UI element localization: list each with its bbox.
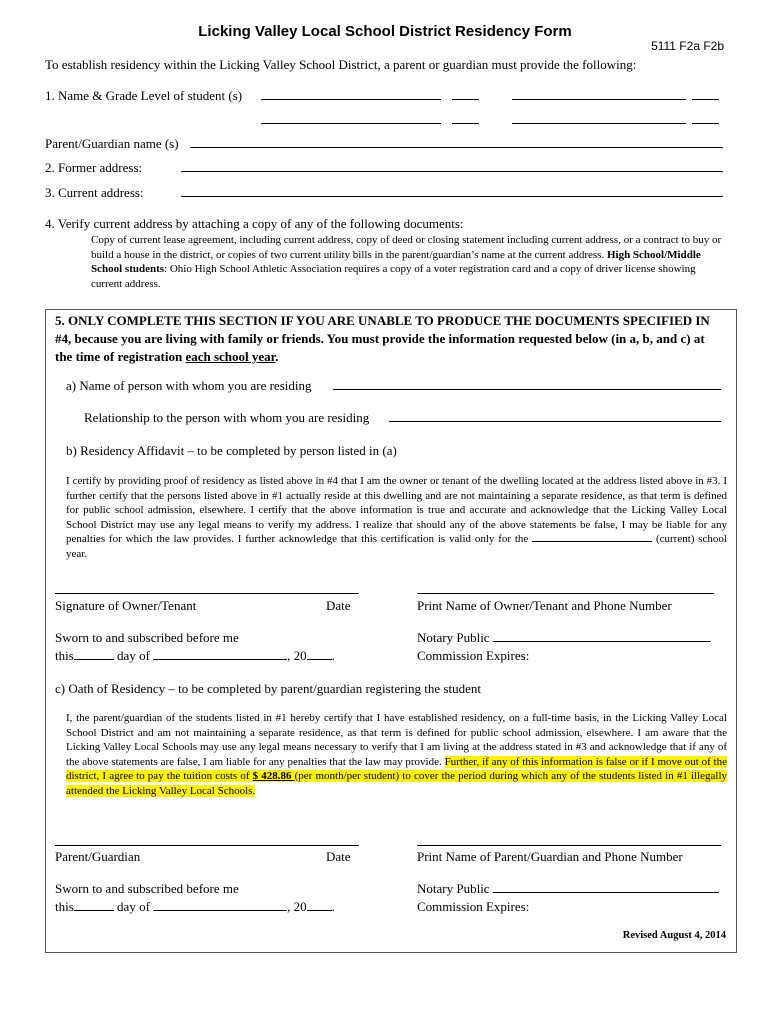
sworn-date-line-2: this day of , 20 . [55, 899, 335, 914]
grade-field-4[interactable] [692, 112, 719, 124]
intro-text: To establish residency within the Licking Valley School District, a parent or guardian must provide the following: [45, 57, 637, 72]
owner-signature-label: Signature of Owner/Tenant [55, 598, 197, 613]
parent-signature-line[interactable] [55, 845, 359, 846]
year-field-2[interactable] [307, 899, 332, 911]
student-name-field-3[interactable] [261, 112, 441, 124]
current-address-label: 3. Current address: [45, 185, 144, 200]
current-address-field[interactable] [181, 185, 723, 197]
school-year-field[interactable] [532, 532, 652, 542]
student-name-field-1[interactable] [261, 88, 441, 100]
owner-date-label: Date [326, 598, 351, 613]
month-field-1[interactable] [153, 648, 287, 660]
student-name-field-4[interactable] [512, 112, 686, 124]
parent-name-field[interactable] [190, 136, 723, 148]
notary-label-2: Notary Public [417, 881, 719, 897]
parent-print-line[interactable] [417, 845, 721, 846]
grade-field-1[interactable] [452, 88, 479, 100]
verify-address-label: 4. Verify current address by attaching a copy of any of the following documents: [45, 216, 464, 231]
year-field-1[interactable] [307, 648, 332, 660]
former-address-field[interactable] [181, 160, 723, 172]
section5-heading: 5. ONLY COMPLETE THIS SECTION IF YOU ARE UNABLE TO PRODUCE THE DOCUMENTS SPECIFIED IN #4, because you are living with family or friends. You must provide the information requested below (in a, b, and c) at the time of registration each school year. [55, 313, 710, 364]
day-field-2[interactable] [74, 899, 114, 911]
month-field-2[interactable] [153, 899, 287, 911]
verify-documents-text: Copy of current lease agreement, including current address, copy of deed or closing statement including current address, or a contract to buy or build a house in the district, or copies of two current utility bills in the parent/guardian’s name at the current address. High School/Middle School students: Ohio High School Athletic Association requires a copy of a voter registration card and a copy of driver license showing current address. [91, 234, 722, 290]
notary-field-2[interactable] [493, 881, 719, 893]
commission-label-1: Commission Expires: [417, 648, 530, 663]
parent-date-label: Date [326, 849, 351, 864]
tuition-highlight: Further, if any of this information is false or if I move out of the district, I agree to pay the tuition costs of $ 428.86 (per month/per student) to cover the period during which any of the students listed in #1 illegally attended the Licking Valley Local Schools. [66, 755, 728, 797]
notary-label-1: Notary Public [417, 630, 711, 646]
relationship-label: Relationship to the person with whom you are residing [84, 410, 370, 425]
student-name-field-2[interactable] [512, 88, 686, 100]
day-field-1[interactable] [74, 648, 114, 660]
residing-person-label: a) Name of person with whom you are residing [66, 378, 312, 393]
notary-field-1[interactable] [493, 630, 711, 642]
parent-print-label: Print Name of Parent/Guardian and Phone Number [417, 849, 683, 864]
sworn-label-1: Sworn to and subscribed before me [55, 630, 239, 645]
form-title: Licking Valley Local School District Residency Form [198, 23, 572, 40]
former-address-label: 2. Former address: [45, 160, 143, 175]
sworn-label-2: Sworn to and subscribed before me [55, 881, 239, 896]
student-name-label: 1. Name & Grade Level of student (s) [45, 88, 243, 103]
grade-field-2[interactable] [692, 88, 719, 100]
grade-field-3[interactable] [452, 112, 479, 124]
form-number: 5111 F2a F2b [651, 39, 724, 53]
parent-name-label: Parent/Guardian name (s) [45, 136, 179, 151]
owner-signature-line[interactable] [55, 593, 359, 594]
residing-person-field[interactable] [333, 378, 721, 390]
tuition-amount: $ 428.86 [252, 770, 295, 783]
commission-label-2: Commission Expires: [417, 899, 530, 914]
oath-text: I, the parent/guardian of the students listed in #1 hereby certify that I have established residency, on a full-time basis, in the Licking Valley Local School District and am not maintaining a separate residence, as that term is defined for public school admission, elsewhere. I am aware that the Licking Valley Local Schools may use any legal means necessary to verify that I am living at the address stated in #3 and acknowledge that if any of the above statements are false, I am liable for any penalties that the law may provide. Further, if any of this information is false or if I move out of the district, I agree to pay the tuition costs of $ 428.86 (per month/per student) to cover the period during which any of the students listed in #1 illegally attended the Licking Valley Local Schools. [66, 712, 728, 797]
owner-print-label: Print Name of Owner/Tenant and Phone Number [417, 598, 672, 613]
owner-print-line[interactable] [417, 593, 714, 594]
affidavit-text: I certify by providing proof of residency as listed above in #4 that I am the owner or tenant of the dwelling located at the address listed above in #3. I further certify that the persons listed above in #1 actually reside at this dwelling and are not maintaining a separate residence, as that term is defined for public school admission, elsewhere. I certify that the above information is true and accurate and acknowledge that the Licking Valley Local School District may use any legal means to verify my address. I realize that should any of the above statements be false, I may be liable for any penalties for which the law provides. I further acknowledge that this certification is valid only for the (current) school year. [66, 475, 727, 560]
sworn-date-line-1: this day of , 20 . [55, 648, 335, 663]
affidavit-label: b) Residency Affidavit – to be completed by person listed in (a) [66, 443, 397, 458]
relationship-field[interactable] [389, 410, 721, 422]
revised-date: Revised August 4, 2014 [622, 930, 726, 941]
oath-label: c) Oath of Residency – to be completed by parent/guardian registering the student [55, 681, 481, 696]
parent-signature-label: Parent/Guardian [55, 849, 141, 864]
